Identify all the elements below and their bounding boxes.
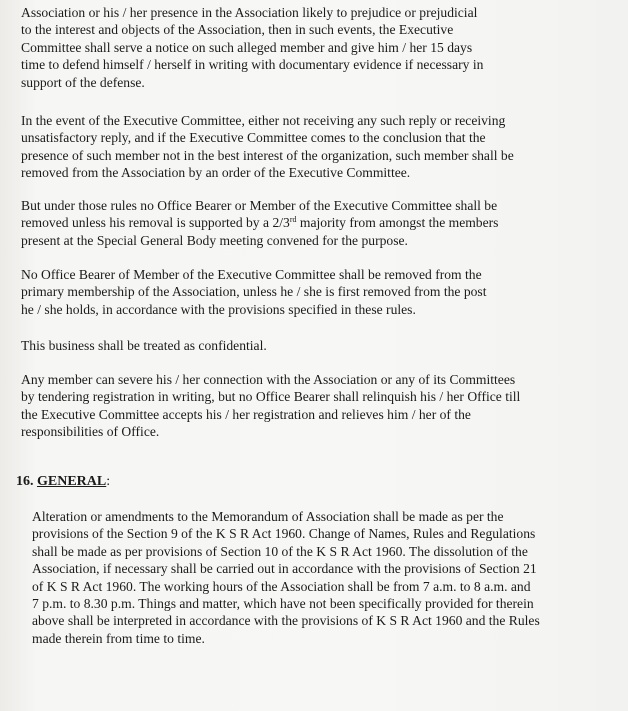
text-line: by tendering registration in writing, but no Office Bearer shall relinquish his / her Office till — [21, 389, 521, 405]
text-line: removed unless his removal is supported by a 2/3 — [21, 215, 290, 231]
text-line: the Executive Committee accepts his / her registration and relieves him / her of the — [21, 406, 471, 422]
paragraph-removal-order — [21, 112, 581, 182]
text-line: This business shall be treated as confidential. — [21, 338, 267, 353]
text-line: In the event of the Executive Committee, either not receiving any such reply or receiving — [21, 113, 506, 128]
text-line: 7 p.m. to 8.30 p.m. Things and matter, which have not been specifically provided for therein — [32, 596, 534, 612]
text-line: Committee shall serve a notice on such alleged member and give him / her 15 days — [21, 39, 473, 55]
text-line: time to defend himself / herself in writing with documentary evidence if necessary in — [21, 57, 484, 73]
text-line: to the interest and objects of the Association, then in such events, the Executive — [21, 22, 454, 38]
section-number: 16. — [16, 474, 34, 489]
text-line: But under those rules no Office Bearer or Member of the Executive Committee shall be — [21, 198, 498, 213]
text-line: provisions of the Section 9 of the K S R Act 1960. Change of Names, Rules and Regulations — [32, 526, 536, 542]
paragraph-member-severance — [21, 371, 581, 441]
section-colon: : — [106, 474, 111, 489]
text-line: Alteration or amendments to the Memorandum of Association shall be made as per the — [32, 509, 504, 524]
paragraph-general-body — [32, 508, 592, 647]
text-line: Any member can severe his / her connection with the Association or any of its Committees — [21, 372, 516, 387]
paragraph-office-bearer-removal — [21, 266, 581, 318]
text-line: present at the Special General Body meeting convened for the purpose. — [21, 232, 408, 248]
text-line: above shall be interpreted in accordance with the provisions of K S R Act 1960 and the Rules — [32, 613, 540, 629]
text-line: made therein from time to time. — [32, 630, 205, 646]
text-line: shall be made as per provisions of Section 10 of the K S R Act 1960. The dissolution of the — [32, 543, 528, 559]
text-line: primary membership of the Association, unless he / she is first removed from the post — [21, 284, 487, 300]
text-line: removed from the Association by an order of the Executive Committee. — [21, 165, 411, 181]
text-line: support of the defense. — [21, 74, 145, 90]
text-line: unsatisfactory reply, and if the Executive Committee comes to the conclusion that the — [21, 130, 486, 146]
text-line: of K S R Act 1960. The working hours of the Association shall be from 7 a.m. to 8 a.m. and — [32, 578, 531, 594]
paragraph-notice-defense — [21, 4, 581, 91]
text-line: No Office Bearer of Member of the Executive Committee shall be removed from the — [21, 267, 482, 282]
paragraph-majority-rule — [21, 197, 581, 249]
text-line: presence of such member not in the best interest of the organization, such member shall be — [21, 147, 514, 163]
section-title: GENERAL — [37, 474, 107, 489]
text-line: he / she holds, in accordance with the provisions specified in these rules. — [21, 301, 416, 317]
text-line: Association or his / her presence in the Association likely to prejudice or prejudicial — [21, 5, 478, 20]
text-line: majority from amongst the members — [296, 215, 499, 231]
section-heading-general — [16, 473, 110, 491]
text-line: responsibilities of Office. — [21, 424, 160, 440]
superscript-ordinal: rd — [289, 215, 297, 225]
paragraph-confidential — [21, 337, 581, 354]
text-line: Association, if necessary shall be carried out in accordance with the provisions of Section 21 — [32, 561, 537, 577]
